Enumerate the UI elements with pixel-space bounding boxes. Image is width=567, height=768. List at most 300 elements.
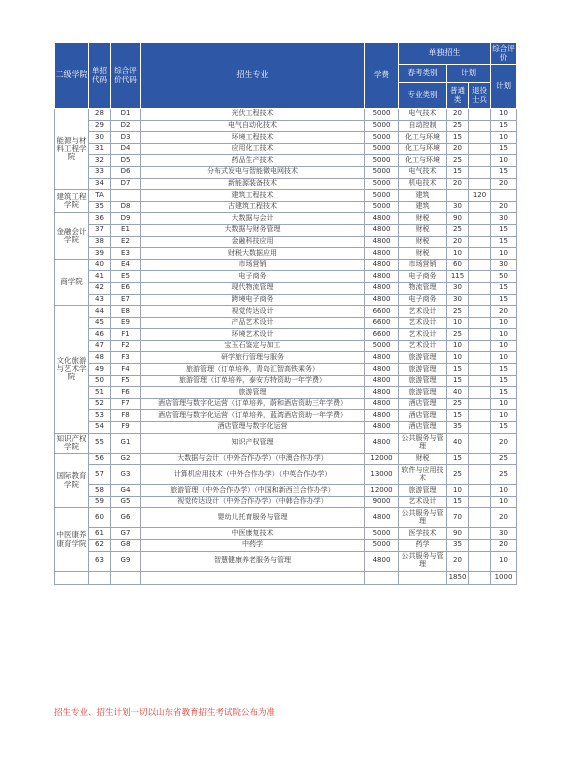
- normal-cell: 20: [447, 551, 469, 571]
- table-row: [55, 120, 517, 132]
- table-header: [55, 43, 517, 109]
- college-cell: 建筑工程学院: [55, 190, 89, 213]
- total-comp: 1000: [491, 571, 517, 584]
- compplan-cell: 20: [491, 201, 517, 213]
- major-cell: 婴幼儿托育服务与管理: [141, 508, 365, 528]
- fee-cell: 5000: [365, 109, 399, 121]
- table-row: [55, 508, 517, 528]
- unit-cell: 51: [89, 387, 111, 399]
- unit-cell: 56: [89, 453, 111, 465]
- compplan-cell: 30: [491, 259, 517, 271]
- unit-cell: 30: [89, 132, 111, 144]
- veteran-cell: [469, 352, 491, 364]
- compplan-cell: 15: [491, 294, 517, 306]
- unit-cell: 55: [89, 433, 111, 453]
- veteran-cell: [469, 551, 491, 571]
- category-cell: 旅游管理: [399, 352, 447, 364]
- table-row: [55, 306, 517, 318]
- college-cell: 国际教育学院: [55, 453, 89, 508]
- unit-cell: 45: [89, 317, 111, 329]
- fee-cell: 6600: [365, 329, 399, 341]
- fee-cell: 4800: [365, 259, 399, 271]
- category-cell: 旅游管理: [399, 364, 447, 376]
- normal-cell: 15: [447, 375, 469, 387]
- unit-cell: 43: [89, 294, 111, 306]
- unit-cell: 28: [89, 109, 111, 121]
- category-cell: 旅游管理: [399, 485, 447, 497]
- normal-cell: 60: [447, 259, 469, 271]
- veteran-cell: [469, 317, 491, 329]
- compplan-cell: 10: [491, 352, 517, 364]
- fee-cell: 5000: [365, 540, 399, 552]
- major-cell: 酒店管理与数字化运营（订单培养，蓝湾酒店资助一年学费）: [141, 410, 365, 422]
- category-cell: 旅游管理: [399, 375, 447, 387]
- table-row: [55, 236, 517, 248]
- compplan-cell: 10: [491, 317, 517, 329]
- fee-cell: 4800: [365, 375, 399, 387]
- veteran-cell: [469, 271, 491, 283]
- major-cell: 市场营销: [141, 259, 365, 271]
- major-cell: 新能源装备技术: [141, 178, 365, 190]
- unit-cell: 62: [89, 540, 111, 552]
- category-cell: 公共服务与管理: [399, 508, 447, 528]
- normal-cell: 35: [447, 540, 469, 552]
- comp-cell: G8: [111, 540, 141, 552]
- compplan-cell: 10: [491, 496, 517, 508]
- compplan-cell: 30: [491, 528, 517, 540]
- normal-cell: [447, 190, 469, 202]
- comp-cell: D9: [111, 213, 141, 225]
- table-row: [55, 364, 517, 376]
- category-cell: 软件与应用技术: [399, 465, 447, 485]
- veteran-cell: [469, 259, 491, 271]
- college-cell: 商学院: [55, 259, 89, 305]
- major-cell: 旅游管理: [141, 387, 365, 399]
- normal-cell: 25: [447, 398, 469, 410]
- header-comp-plan: 计划: [491, 65, 517, 109]
- compplan-cell: 15: [491, 364, 517, 376]
- comp-cell: F9: [111, 422, 141, 434]
- major-cell: 大数据与会计（中外合作办学）（中澳合作办学）: [141, 453, 365, 465]
- category-cell: 艺术设计: [399, 340, 447, 352]
- unit-cell: 38: [89, 236, 111, 248]
- veteran-cell: [469, 485, 491, 497]
- normal-cell: 20: [447, 178, 469, 190]
- veteran-cell: [469, 387, 491, 399]
- normal-cell: 25: [447, 465, 469, 485]
- unit-cell: 33: [89, 166, 111, 178]
- normal-cell: 30: [447, 282, 469, 294]
- normal-cell: 15: [447, 132, 469, 144]
- header-major-category: 专业类别: [399, 83, 447, 109]
- veteran-cell: [469, 224, 491, 236]
- normal-cell: 10: [447, 352, 469, 364]
- fee-cell: 4800: [365, 236, 399, 248]
- header-unit-code: 单招代码: [89, 43, 111, 109]
- table-row: [55, 485, 517, 497]
- normal-cell: 70: [447, 508, 469, 528]
- major-cell: 环境工程技术: [141, 132, 365, 144]
- table-row: [55, 143, 517, 155]
- unit-cell: 60: [89, 508, 111, 528]
- compplan-cell: 20: [491, 306, 517, 318]
- major-cell: 电气自动化技术: [141, 120, 365, 132]
- fee-cell: 4800: [365, 213, 399, 225]
- comp-cell: D5: [111, 155, 141, 167]
- table-row: [55, 551, 517, 571]
- category-cell: 财税: [399, 248, 447, 260]
- unit-cell: 42: [89, 282, 111, 294]
- normal-cell: 20: [447, 109, 469, 121]
- unit-cell: 40: [89, 259, 111, 271]
- fee-cell: 5000: [365, 528, 399, 540]
- table-row: [55, 375, 517, 387]
- table-row: [55, 213, 517, 225]
- veteran-cell: [469, 109, 491, 121]
- major-cell: 视觉传达设计: [141, 306, 365, 318]
- compplan-cell: 10: [491, 398, 517, 410]
- category-cell: 艺术设计: [399, 329, 447, 341]
- unit-cell: 50: [89, 375, 111, 387]
- normal-cell: 15: [447, 364, 469, 376]
- veteran-cell: [469, 201, 491, 213]
- header-comp-code: 综合评价代码: [111, 43, 141, 109]
- table-row: [55, 155, 517, 167]
- normal-cell: 25: [447, 306, 469, 318]
- category-cell: 化工与环境: [399, 155, 447, 167]
- major-cell: 光伏工程技术: [141, 109, 365, 121]
- fee-cell: 4800: [365, 398, 399, 410]
- fee-cell: 5000: [365, 155, 399, 167]
- veteran-cell: [469, 155, 491, 167]
- comp-cell: F3: [111, 352, 141, 364]
- comp-cell: G5: [111, 496, 141, 508]
- comp-cell: F7: [111, 398, 141, 410]
- table-row: [55, 422, 517, 434]
- category-cell: 公共服务与管理: [399, 551, 447, 571]
- category-cell: 电子商务: [399, 294, 447, 306]
- normal-cell: 10: [447, 340, 469, 352]
- major-cell: 财税大数据应用: [141, 248, 365, 260]
- comp-cell: F5: [111, 375, 141, 387]
- compplan-cell: 10: [491, 340, 517, 352]
- veteran-cell: [469, 178, 491, 190]
- normal-cell: 10: [447, 485, 469, 497]
- normal-cell: 30: [447, 201, 469, 213]
- major-cell: 中药学: [141, 540, 365, 552]
- fee-cell: 5000: [365, 166, 399, 178]
- major-cell: 现代物流管理: [141, 282, 365, 294]
- table-row: [55, 294, 517, 306]
- veteran-cell: [469, 306, 491, 318]
- major-cell: 酒店管理与数字化运营: [141, 422, 365, 434]
- comp-cell: G7: [111, 528, 141, 540]
- fee-cell: 5000: [365, 143, 399, 155]
- veteran-cell: [469, 410, 491, 422]
- fee-cell: 4800: [365, 352, 399, 364]
- unit-cell: 52: [89, 398, 111, 410]
- veteran-cell: [469, 340, 491, 352]
- comp-cell: F2: [111, 340, 141, 352]
- major-cell: 古建筑工程技术: [141, 201, 365, 213]
- unit-cell: 47: [89, 340, 111, 352]
- unit-cell: TA: [89, 190, 111, 202]
- major-cell: 应用化工技术: [141, 143, 365, 155]
- veteran-cell: [469, 364, 491, 376]
- fee-cell: 13000: [365, 465, 399, 485]
- fee-cell: 12000: [365, 453, 399, 465]
- category-cell: 市场营销: [399, 259, 447, 271]
- comp-cell: G6: [111, 508, 141, 528]
- fee-cell: 12000: [365, 485, 399, 497]
- major-cell: 大数据与会计: [141, 213, 365, 225]
- total-normal: 1850: [447, 571, 469, 584]
- compplan-cell: 30: [491, 213, 517, 225]
- table-row: [55, 259, 517, 271]
- comp-cell: F6: [111, 387, 141, 399]
- comp-cell: F8: [111, 410, 141, 422]
- compplan-cell: 25: [491, 453, 517, 465]
- college-cell: 文化旅游与艺术学院: [55, 306, 89, 434]
- college-cell: 知识产权学院: [56, 433, 87, 452]
- veteran-cell: [469, 453, 491, 465]
- table-row: [55, 190, 517, 202]
- unit-cell: 58: [89, 485, 111, 497]
- compplan-cell: 15: [491, 143, 517, 155]
- compplan-cell: 10: [491, 132, 517, 144]
- major-cell: 分布式发电与智能微电网技术: [141, 166, 365, 178]
- college-cell: 中医康养康育学院: [55, 508, 89, 571]
- category-cell: 建筑: [399, 190, 447, 202]
- major-cell: 研学旅行管理与服务: [141, 352, 365, 364]
- table-row: [55, 317, 517, 329]
- fee-cell: 5000: [365, 132, 399, 144]
- normal-cell: 10: [447, 248, 469, 260]
- fee-cell: 4800: [365, 422, 399, 434]
- unit-cell: 29: [89, 120, 111, 132]
- table-row: [55, 453, 517, 465]
- header-fee: 学费: [365, 43, 399, 109]
- compplan-cell: 10: [491, 551, 517, 571]
- unit-cell: 37: [89, 224, 111, 236]
- table-row: [55, 540, 517, 552]
- unit-cell: 39: [89, 248, 111, 260]
- header-major: 招生专业: [141, 43, 365, 109]
- comp-cell: E4: [111, 259, 141, 271]
- header-normal: 普通类: [447, 83, 469, 109]
- veteran-cell: [469, 465, 491, 485]
- normal-cell: 25: [447, 120, 469, 132]
- veteran-cell: [469, 132, 491, 144]
- veteran-cell: [469, 329, 491, 341]
- category-cell: 酒店管理: [399, 422, 447, 434]
- veteran-cell: [469, 540, 491, 552]
- major-cell: 药品生产技术: [141, 155, 365, 167]
- fee-cell: 5000: [365, 190, 399, 202]
- header-college: 二级学院: [55, 43, 89, 109]
- normal-cell: 35: [447, 422, 469, 434]
- unit-cell: 59: [89, 496, 111, 508]
- enrollment-table: [54, 42, 517, 585]
- comp-cell: D3: [111, 132, 141, 144]
- normal-cell: 15: [447, 166, 469, 178]
- category-cell: 化工与环境: [399, 132, 447, 144]
- unit-cell: 53: [89, 410, 111, 422]
- major-cell: 环境艺术设计: [141, 329, 365, 341]
- normal-cell: 40: [447, 433, 469, 453]
- normal-cell: 25: [447, 329, 469, 341]
- table-body: [55, 109, 517, 572]
- comp-cell: E1: [111, 224, 141, 236]
- category-cell: 化工与环境: [399, 143, 447, 155]
- unit-cell: 48: [89, 352, 111, 364]
- major-cell: 旅游管理（订单培养，泰安方特资助一年学费）: [141, 375, 365, 387]
- veteran-cell: [469, 422, 491, 434]
- compplan-cell: 15: [491, 375, 517, 387]
- category-cell: 电气技术: [399, 109, 447, 121]
- table-totals: [55, 571, 517, 584]
- unit-cell: 41: [89, 271, 111, 283]
- fee-cell: 4800: [365, 224, 399, 236]
- fee-cell: 5000: [365, 120, 399, 132]
- fee-cell: 5000: [365, 178, 399, 190]
- compplan-cell: 10: [491, 248, 517, 260]
- category-cell: 医学技术: [399, 528, 447, 540]
- comp-cell: E5: [111, 271, 141, 283]
- normal-cell: 25: [447, 155, 469, 167]
- comp-cell: D2: [111, 120, 141, 132]
- comp-cell: G2: [111, 453, 141, 465]
- compplan-cell: 25: [491, 465, 517, 485]
- normal-cell: 115: [447, 271, 469, 283]
- compplan-cell: 15: [491, 166, 517, 178]
- veteran-cell: [469, 236, 491, 248]
- comp-cell: D7: [111, 178, 141, 190]
- compplan-cell: 50: [491, 271, 517, 283]
- veteran-cell: [469, 248, 491, 260]
- normal-cell: 20: [447, 236, 469, 248]
- veteran-cell: [469, 433, 491, 453]
- fee-cell: 4800: [365, 248, 399, 260]
- college-cell: 能源与材料工程学院: [55, 109, 89, 190]
- compplan-cell: 15: [491, 422, 517, 434]
- table-row: [55, 398, 517, 410]
- major-cell: 旅游管理（中外合作办学）（中国和新西兰合作办学）: [141, 485, 365, 497]
- normal-cell: 40: [447, 387, 469, 399]
- comp-cell: D1: [111, 109, 141, 121]
- category-cell: 艺术设计: [399, 317, 447, 329]
- table-row: [55, 329, 517, 341]
- compplan-cell: 15: [491, 224, 517, 236]
- major-cell: 视觉传达设计（中外合作办学）（中韩合作办学）: [141, 496, 365, 508]
- category-cell: 财税: [399, 236, 447, 248]
- compplan-cell: 10: [491, 109, 517, 121]
- category-cell: 机电技术: [399, 178, 447, 190]
- table-row: [55, 166, 517, 178]
- comp-cell: D8: [111, 201, 141, 213]
- comp-cell: G3: [111, 465, 141, 485]
- comp-cell: G4: [111, 485, 141, 497]
- major-cell: 计算机应用技术（中外合作办学）（中英合作办学）: [141, 465, 365, 485]
- college-cell: 金融会计学院: [55, 213, 89, 259]
- fee-cell: 4800: [365, 433, 399, 453]
- normal-cell: 90: [447, 213, 469, 225]
- compplan-cell: [491, 190, 517, 202]
- fee-cell: 6600: [365, 317, 399, 329]
- table-row: [55, 433, 517, 453]
- major-cell: 大数据与财务管理: [141, 224, 365, 236]
- fee-cell: 4800: [365, 551, 399, 571]
- category-cell: 旅游管理: [399, 387, 447, 399]
- compplan-cell: 15: [491, 387, 517, 399]
- category-cell: 财税: [399, 213, 447, 225]
- veteran-cell: [469, 166, 491, 178]
- unit-cell: 35: [89, 201, 111, 213]
- header-plan: 计划: [447, 65, 491, 83]
- normal-cell: 90: [447, 528, 469, 540]
- unit-cell: 36: [89, 213, 111, 225]
- comp-cell: E3: [111, 248, 141, 260]
- veteran-cell: [469, 143, 491, 155]
- comp-cell: F1: [111, 329, 141, 341]
- veteran-cell: [469, 213, 491, 225]
- normal-cell: 15: [447, 496, 469, 508]
- comp-cell: G1: [111, 433, 141, 453]
- header-spring-category: 春考类别: [399, 65, 447, 83]
- category-cell: 药学: [399, 540, 447, 552]
- category-cell: 酒店管理: [399, 410, 447, 422]
- normal-cell: 10: [447, 317, 469, 329]
- fee-cell: 4800: [365, 508, 399, 528]
- table-row: [55, 224, 517, 236]
- veteran-cell: [469, 528, 491, 540]
- category-cell: 艺术设计: [399, 306, 447, 318]
- comp-cell: D6: [111, 166, 141, 178]
- comp-cell: E2: [111, 236, 141, 248]
- comp-cell: G9: [111, 551, 141, 571]
- compplan-cell: 15: [491, 120, 517, 132]
- unit-cell: 32: [89, 155, 111, 167]
- table-row: [55, 465, 517, 485]
- major-cell: 酒店管理与数字化运营（订单培养，蔚和酒店资助三年学费）: [141, 398, 365, 410]
- unit-cell: 63: [89, 551, 111, 571]
- compplan-cell: 20: [491, 433, 517, 453]
- compplan-cell: 20: [491, 540, 517, 552]
- table-row: [55, 528, 517, 540]
- unit-cell: 34: [89, 178, 111, 190]
- major-cell: 旅游管理（订单培养，青岛汇智高铁乘务）: [141, 364, 365, 376]
- comp-cell: [111, 190, 141, 202]
- compplan-cell: 10: [491, 485, 517, 497]
- veteran-cell: [469, 120, 491, 132]
- normal-cell: 15: [447, 410, 469, 422]
- fee-cell: 6600: [365, 306, 399, 318]
- veteran-cell: [469, 375, 491, 387]
- fee-cell: 4800: [365, 387, 399, 399]
- major-cell: 中医康复技术: [141, 528, 365, 540]
- table-row: [55, 410, 517, 422]
- category-cell: 公共服务与管理: [399, 433, 447, 453]
- table-row: [55, 248, 517, 260]
- category-cell: 艺术设计: [399, 496, 447, 508]
- compplan-cell: 20: [491, 178, 517, 190]
- normal-cell: 15: [447, 453, 469, 465]
- category-cell: 物流管理: [399, 282, 447, 294]
- fee-cell: 4800: [365, 282, 399, 294]
- table-row: [55, 271, 517, 283]
- major-cell: 建筑工程技术: [141, 190, 365, 202]
- header-single-enrollment: 单独招生: [399, 43, 491, 65]
